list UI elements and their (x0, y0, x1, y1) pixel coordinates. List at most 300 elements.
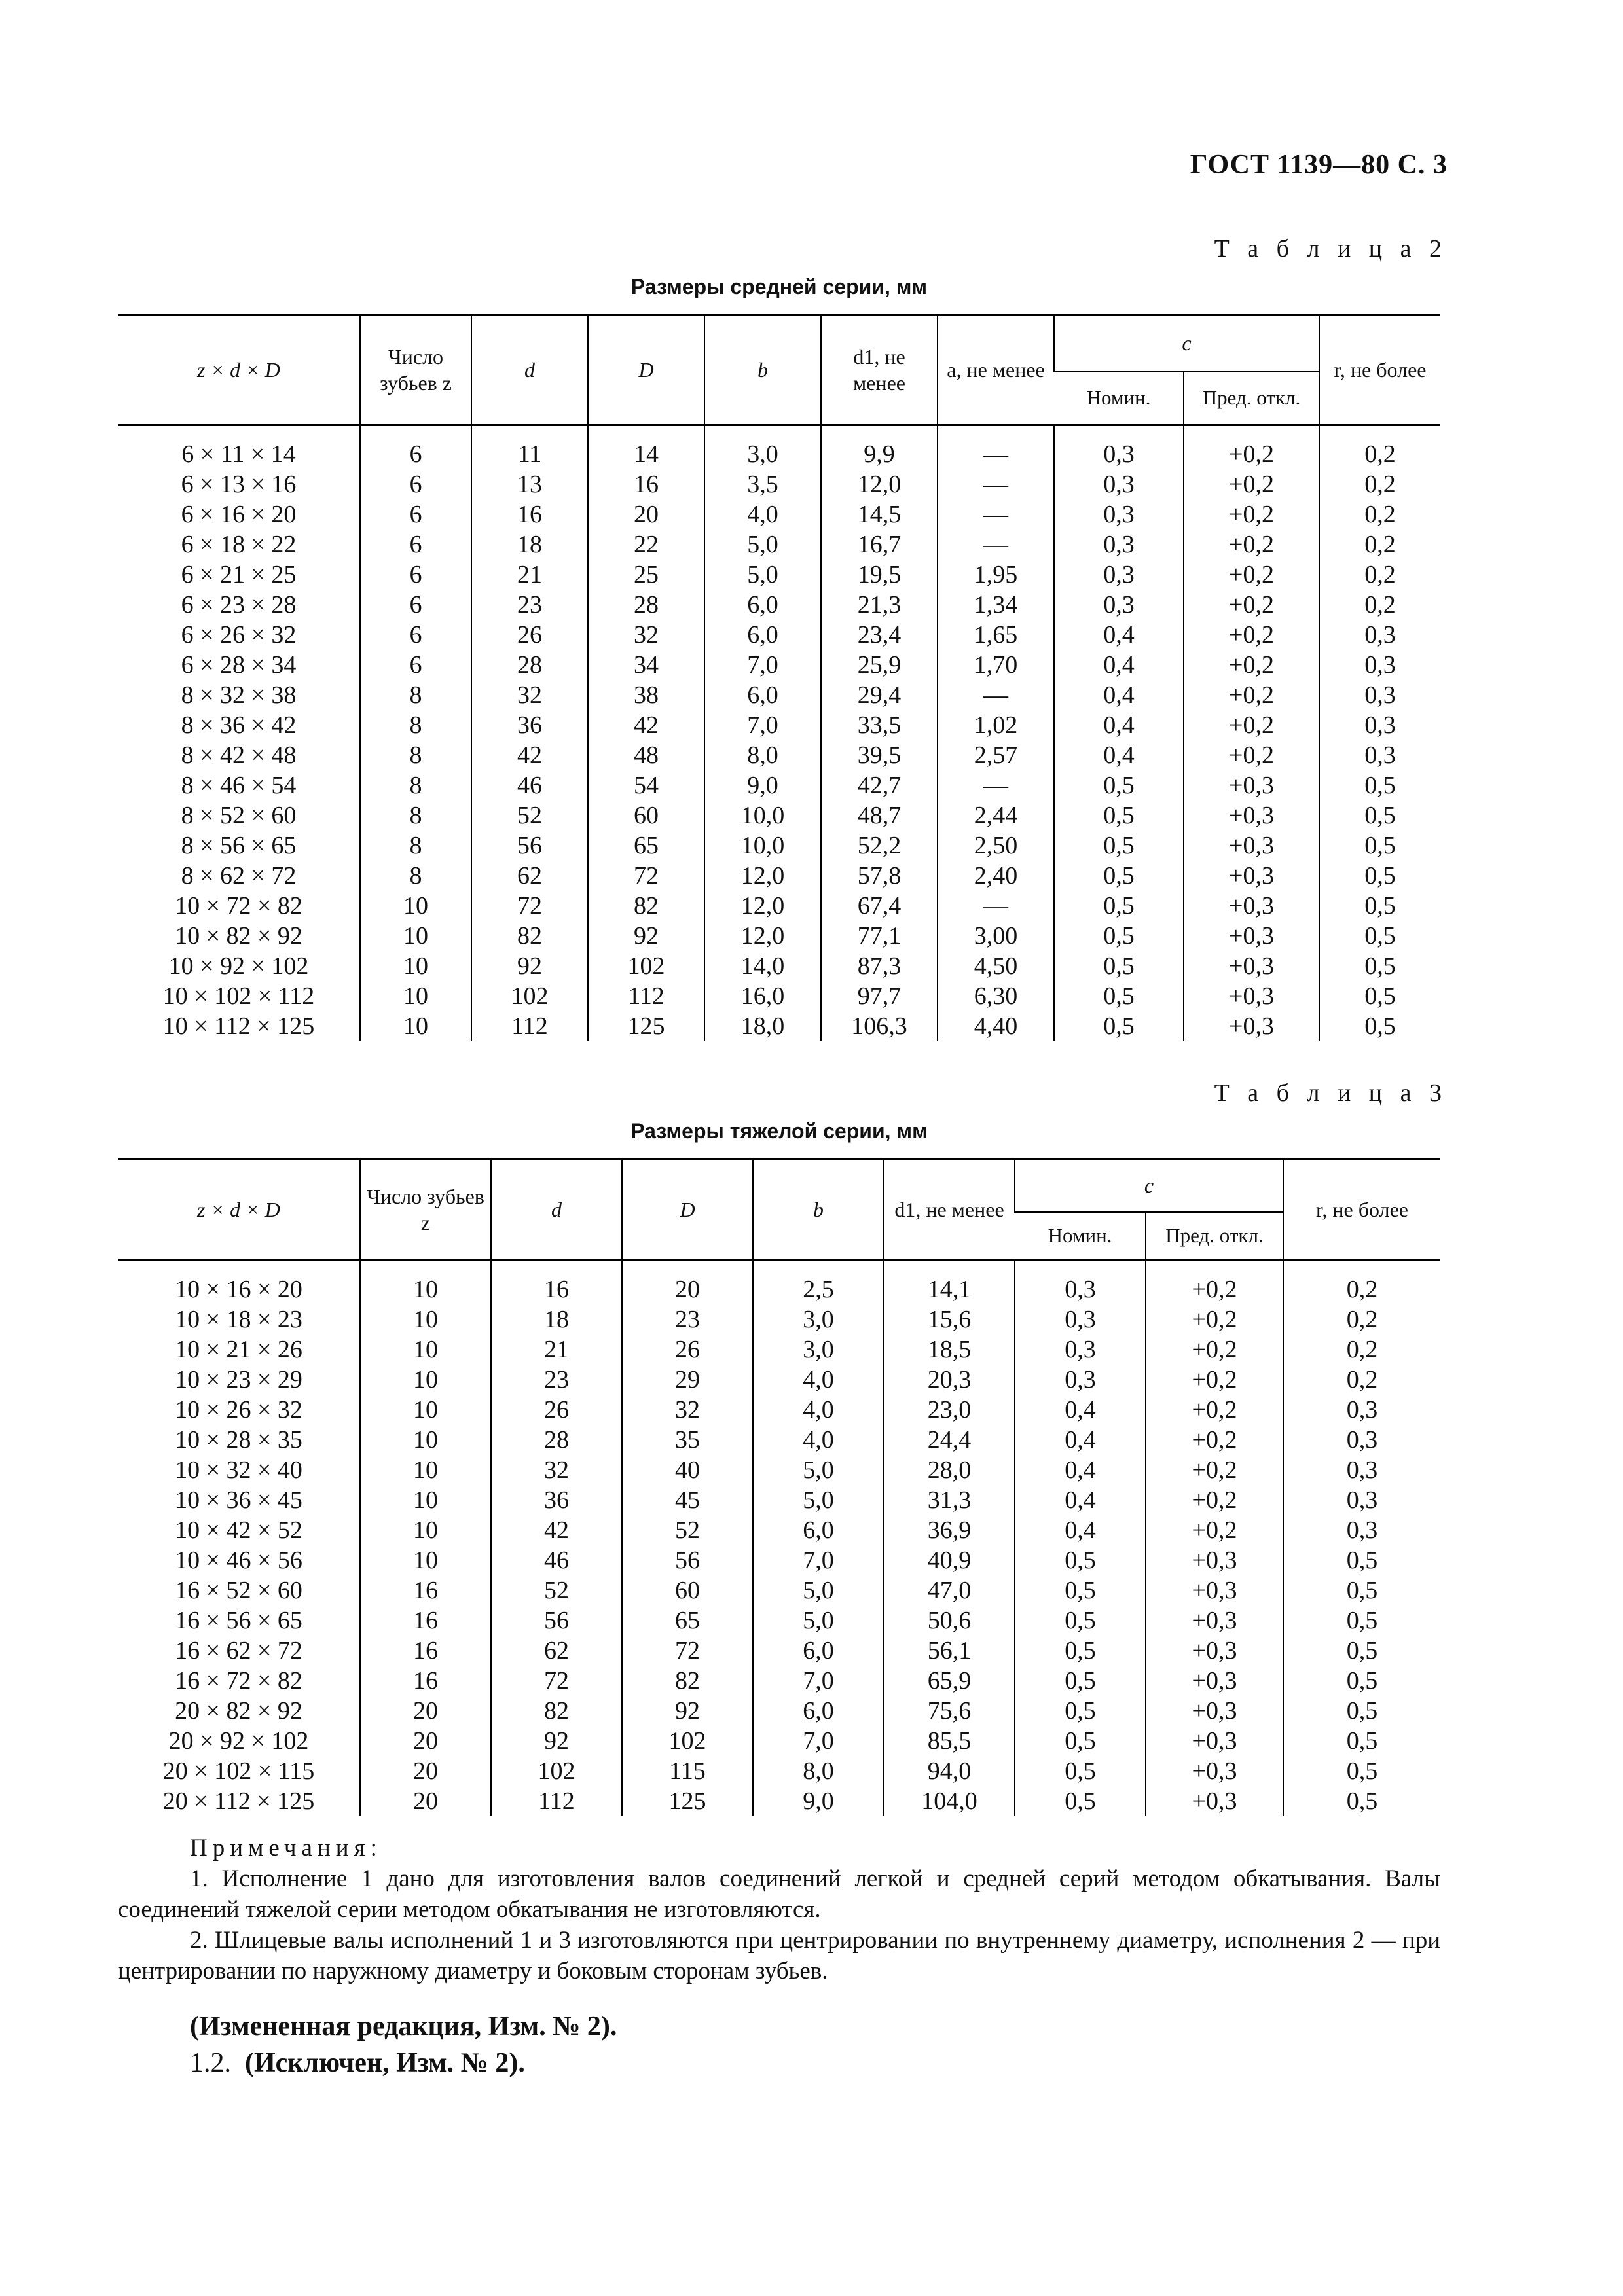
table-cell: +0,3 (1146, 1545, 1283, 1575)
table-cell: 62 (471, 861, 588, 891)
table-cell: 10 × 112 × 125 (162, 1013, 315, 1040)
table-cell: 10 (360, 921, 471, 951)
table-cell: 0,2 (1319, 590, 1440, 620)
table-cell: 0,3 (1015, 1365, 1146, 1395)
col-header-c-deviation: Пред. откл. (1184, 372, 1319, 425)
table-cell: +0,2 (1146, 1335, 1283, 1365)
table-cell: 106,3 (821, 1011, 938, 1041)
table-cell: 28 (491, 1425, 622, 1455)
table-cell: 0,5 (1283, 1575, 1440, 1605)
table-cell: +0,3 (1184, 921, 1319, 951)
table-cell: 52 (471, 800, 588, 831)
table-cell: 52 (622, 1515, 753, 1545)
table-cell: 0,2 (1319, 499, 1440, 529)
table-cell: +0,3 (1184, 891, 1319, 921)
table-cell: 46 (491, 1545, 622, 1575)
table-cell: 9,0 (753, 1786, 884, 1816)
note-item: 2. Шлицевые валы исполнений 1 и 3 изготовляются при центрировании по внутреннему диаметру, исполнения 2 — при центрировании по наружному диаметру и боковым сторонам зубьев. (118, 1927, 1440, 1984)
table-cell: 125 (588, 1011, 704, 1041)
table-2-label: Т а б л и ц а 2 (1214, 235, 1448, 262)
table-cell: 4,0 (753, 1425, 884, 1455)
table-row (118, 1756, 1440, 1786)
table-cell: 72 (588, 861, 704, 891)
table-cell: 0,4 (1015, 1455, 1146, 1485)
table-cell: 10 (360, 1011, 471, 1041)
table-row (118, 590, 1440, 620)
table-cell: 22 (588, 529, 704, 560)
table-cell: 23 (491, 1365, 622, 1395)
table-cell: 36 (471, 710, 588, 740)
table-row (118, 1261, 1440, 1305)
table-cell: 52 (491, 1575, 622, 1605)
table-cell: 9,9 (821, 425, 938, 470)
table-cell: 10 (360, 1335, 491, 1365)
table-cell: 0,5 (1319, 951, 1440, 981)
table-cell: 10 × 102 × 112 (162, 982, 315, 1010)
table-cell: +0,2 (1146, 1455, 1283, 1485)
table-cell: +0,3 (1146, 1726, 1283, 1756)
table-cell: 0,3 (1319, 650, 1440, 680)
table-cell: +0,2 (1184, 590, 1319, 620)
table-cell: 16 (360, 1575, 491, 1605)
table-cell: 28 (588, 590, 704, 620)
table-cell: 92 (471, 951, 588, 981)
table-cell: 92 (491, 1726, 622, 1756)
col-header-D: D (588, 315, 704, 425)
table-cell: 0,3 (1283, 1425, 1440, 1455)
table-cell: 0,2 (1319, 469, 1440, 499)
table-row (118, 469, 1440, 499)
table-cell: 0,5 (1319, 921, 1440, 951)
table-cell: 18,5 (884, 1335, 1015, 1365)
table-cell: 0,5 (1054, 770, 1184, 800)
table-cell: 8 × 56 × 65 (181, 832, 297, 859)
table-cell: 5,0 (704, 560, 821, 590)
table-cell: +0,3 (1184, 800, 1319, 831)
table-cell: 10 × 28 × 35 (175, 1426, 302, 1454)
table-row (118, 650, 1440, 680)
table-cell: 0,5 (1283, 1545, 1440, 1575)
table-cell: 115 (622, 1756, 753, 1786)
table-cell: — (938, 680, 1054, 710)
col-header-c-deviation: Пред. откл. (1146, 1212, 1283, 1261)
table-cell: +0,2 (1184, 425, 1319, 470)
table-cell: 20 × 112 × 125 (162, 1787, 315, 1815)
table-row (118, 951, 1440, 981)
table-2 (118, 314, 1440, 1041)
table-cell: 10 × 36 × 45 (175, 1486, 302, 1514)
table-cell: 0,5 (1283, 1605, 1440, 1636)
table-cell: 48 (588, 740, 704, 770)
table-3-title: Размеры тяжелой серии, мм (630, 1119, 928, 1143)
table-cell: 6,0 (704, 590, 821, 620)
table-cell: 6 × 11 × 14 (181, 440, 296, 468)
table-row (118, 1365, 1440, 1395)
table-cell: 65 (588, 831, 704, 861)
amendment-note: (Измененная редакция, Изм. № 2). (190, 2011, 617, 2041)
col-header-r: r, не более (1319, 315, 1440, 425)
table-cell: 56 (471, 831, 588, 861)
table-cell: 0,5 (1054, 1011, 1184, 1041)
table-row (118, 1485, 1440, 1515)
table-cell: +0,2 (1146, 1425, 1283, 1455)
table-cell: 6 (360, 560, 471, 590)
table-cell: 72 (622, 1636, 753, 1666)
table-cell: 6 × 26 × 32 (181, 621, 297, 649)
table-cell: 1,02 (938, 710, 1054, 740)
table-cell: 0,5 (1054, 800, 1184, 831)
table-cell: 85,5 (884, 1726, 1015, 1756)
table-cell: +0,3 (1184, 951, 1319, 981)
table-cell: 6 (360, 425, 471, 470)
clause-excluded-note: (Исключен, Изм. № 2). (245, 2048, 525, 2078)
table-cell: +0,3 (1146, 1666, 1283, 1696)
table-cell: 23,4 (821, 620, 938, 650)
table-cell: 6 × 23 × 28 (181, 591, 297, 619)
table-cell: 6 × 21 × 25 (181, 561, 297, 588)
col-header-d: d (491, 1160, 622, 1261)
table-cell: 82 (491, 1696, 622, 1726)
table-cell: +0,2 (1184, 710, 1319, 740)
table-cell: 0,4 (1015, 1515, 1146, 1545)
table-cell: 0,3 (1054, 469, 1184, 499)
table-cell: 8 (360, 740, 471, 770)
table-cell: +0,3 (1146, 1696, 1283, 1726)
table-cell: 0,3 (1054, 560, 1184, 590)
table-cell: 0,3 (1054, 499, 1184, 529)
table-cell: 0,4 (1015, 1485, 1146, 1515)
table-cell: 10 (360, 891, 471, 921)
table-cell: 15,6 (884, 1304, 1015, 1335)
table-cell: 36 (491, 1485, 622, 1515)
table-cell: 10 (360, 1455, 491, 1485)
table-cell: 26 (471, 620, 588, 650)
col-header-d1: d1, не менее (884, 1160, 1015, 1261)
col-header-D: D (622, 1160, 753, 1261)
clause-number: 1.2. (190, 2048, 231, 2078)
table-cell: 9,0 (704, 770, 821, 800)
table-cell: 54 (588, 770, 704, 800)
table-cell: 28,0 (884, 1455, 1015, 1485)
table-cell: +0,2 (1146, 1515, 1283, 1545)
table-cell: 8 (360, 680, 471, 710)
table-cell: 23 (471, 590, 588, 620)
table-cell: 77,1 (821, 921, 938, 951)
note-item: 1. Исполнение 1 дано для изготовления валов соединений легкой и средней серий методом обкатывания. Валы соединений тяжелой серии методом обкатывания не изготовляются. (118, 1865, 1440, 1923)
col-header-c: c (1054, 315, 1319, 372)
table-cell: 0,2 (1283, 1335, 1440, 1365)
table-cell: 24,4 (884, 1425, 1015, 1455)
table-cell: +0,3 (1146, 1786, 1283, 1816)
table-cell: 19,5 (821, 560, 938, 590)
table-cell: 56 (491, 1605, 622, 1636)
table-cell: +0,2 (1184, 650, 1319, 680)
table-cell: 8,0 (753, 1756, 884, 1786)
table-cell: +0,2 (1146, 1395, 1283, 1425)
table-cell: 0,5 (1054, 981, 1184, 1011)
table-2-title: Размеры средней серии, мм (630, 275, 928, 298)
col-header-teeth: Число зубьев z (360, 1160, 491, 1261)
table-cell: 102 (491, 1756, 622, 1786)
table-cell: 0,2 (1319, 529, 1440, 560)
table-cell: 0,3 (1283, 1485, 1440, 1515)
table-row (118, 740, 1440, 770)
table-cell: 50,6 (884, 1605, 1015, 1636)
table-cell: 0,5 (1283, 1696, 1440, 1726)
table-cell: 18 (471, 529, 588, 560)
table-row (118, 891, 1440, 921)
table-cell: — (938, 891, 1054, 921)
table-cell: 26 (622, 1335, 753, 1365)
table-cell: 42 (491, 1515, 622, 1545)
table-cell: — (938, 469, 1054, 499)
notes-heading: Примечания: (190, 1835, 382, 1861)
table-cell: 12,0 (821, 469, 938, 499)
table-cell: 0,5 (1283, 1786, 1440, 1816)
table-cell: 6,0 (753, 1636, 884, 1666)
table-cell: — (938, 529, 1054, 560)
notes (118, 1833, 1440, 1986)
table-cell: 4,40 (938, 1011, 1054, 1041)
table-cell: 0,3 (1319, 680, 1440, 710)
table-cell: 18 (491, 1304, 622, 1335)
table-cell: 0,3 (1054, 529, 1184, 560)
table-cell: 65 (622, 1605, 753, 1636)
table-cell: 6 (360, 529, 471, 560)
table-cell: 20 (588, 499, 704, 529)
table-cell: 10 (360, 1304, 491, 1335)
table-cell: 42 (588, 710, 704, 740)
table-row (118, 529, 1440, 560)
table-cell: 32 (491, 1455, 622, 1485)
table-cell: 33,5 (821, 710, 938, 740)
col-header-c-nominal: Номин. (1054, 372, 1184, 425)
table-cell: 7,0 (704, 650, 821, 680)
table-cell: 72 (491, 1666, 622, 1696)
table-row (118, 499, 1440, 529)
table-cell: 16,7 (821, 529, 938, 560)
table-cell: 60 (588, 800, 704, 831)
table-cell: 16 (588, 469, 704, 499)
table-cell: +0,2 (1146, 1485, 1283, 1515)
table-3 (118, 1158, 1440, 1816)
table-cell: 2,57 (938, 740, 1054, 770)
table-cell: 10 (360, 1545, 491, 1575)
table-row (118, 1726, 1440, 1756)
table-cell: 16 × 62 × 72 (175, 1637, 302, 1664)
table-cell: 94,0 (884, 1756, 1015, 1786)
table-cell: 6 (360, 469, 471, 499)
table-cell: 10 × 72 × 82 (175, 892, 302, 920)
table-cell: 36,9 (884, 1515, 1015, 1545)
table-cell: 16 (360, 1636, 491, 1666)
table-cell: 48,7 (821, 800, 938, 831)
table-cell: 3,0 (704, 425, 821, 470)
table-cell: 0,5 (1283, 1636, 1440, 1666)
table-cell: 32 (622, 1395, 753, 1425)
table-cell: 20 (360, 1756, 491, 1786)
table-cell: 0,5 (1015, 1756, 1146, 1786)
table-row (118, 425, 1440, 470)
table-cell: 4,0 (753, 1395, 884, 1425)
table-cell: 1,34 (938, 590, 1054, 620)
table-cell: +0,2 (1184, 680, 1319, 710)
table-cell: — (938, 770, 1054, 800)
table-row (118, 1335, 1440, 1365)
table-cell: 20 (360, 1726, 491, 1756)
table-row (118, 1696, 1440, 1726)
table-cell: 75,6 (884, 1696, 1015, 1726)
table-cell: 65,9 (884, 1666, 1015, 1696)
table-cell: 87,3 (821, 951, 938, 981)
table-cell: 23,0 (884, 1395, 1015, 1425)
table-3-body (118, 1261, 1440, 1817)
change-notes (190, 2008, 617, 2081)
table-cell: 112 (471, 1011, 588, 1041)
table-cell: 0,2 (1319, 560, 1440, 590)
table-cell: 10 (360, 981, 471, 1011)
table-cell: 2,44 (938, 800, 1054, 831)
table-cell: 0,3 (1015, 1261, 1146, 1305)
table-cell: — (938, 425, 1054, 470)
table-cell: 3,0 (753, 1335, 884, 1365)
table-row (118, 1395, 1440, 1425)
table-cell: 82 (471, 921, 588, 951)
table-row (118, 1605, 1440, 1636)
table-cell: 4,0 (753, 1365, 884, 1395)
table-cell: 32 (588, 620, 704, 650)
table-cell: 16 × 72 × 82 (175, 1667, 302, 1695)
table-cell: 0,5 (1054, 891, 1184, 921)
table-row (118, 831, 1440, 861)
table-cell: +0,3 (1184, 770, 1319, 800)
table-cell: 5,0 (753, 1485, 884, 1515)
table-cell: 6,0 (753, 1515, 884, 1545)
table-cell: 0,3 (1015, 1304, 1146, 1335)
table-cell: 34 (588, 650, 704, 680)
table-cell: +0,2 (1184, 560, 1319, 590)
table-row (118, 1545, 1440, 1575)
table-cell: 18,0 (704, 1011, 821, 1041)
table-cell: 25,9 (821, 650, 938, 680)
table-cell: 0,4 (1054, 740, 1184, 770)
col-header-d: d (471, 315, 588, 425)
table-cell: +0,2 (1146, 1365, 1283, 1395)
table-cell: +0,2 (1184, 620, 1319, 650)
table-row (118, 1425, 1440, 1455)
table-row (118, 680, 1440, 710)
table-cell: 0,4 (1015, 1395, 1146, 1425)
table-cell: 10 × 23 × 29 (175, 1366, 302, 1393)
table-cell: 7,0 (753, 1545, 884, 1575)
table-cell: 125 (622, 1786, 753, 1816)
table-cell: 60 (622, 1575, 753, 1605)
table-2-body (118, 425, 1440, 1042)
table-cell: 6 (360, 650, 471, 680)
table-cell: 10,0 (704, 831, 821, 861)
table-row (118, 1515, 1440, 1545)
table-cell: 4,0 (704, 499, 821, 529)
table-cell: 0,3 (1015, 1335, 1146, 1365)
table-cell: 31,3 (884, 1485, 1015, 1515)
table-cell: +0,2 (1184, 529, 1319, 560)
table-cell: +0,3 (1184, 1011, 1319, 1041)
table-cell: 8 (360, 710, 471, 740)
table-cell: 14,1 (884, 1261, 1015, 1305)
table-cell: 0,3 (1319, 620, 1440, 650)
table-cell: 16 (360, 1605, 491, 1636)
table-row (118, 1636, 1440, 1666)
table-cell: 3,0 (753, 1304, 884, 1335)
table-cell: 8 (360, 770, 471, 800)
table-cell: 0,5 (1319, 770, 1440, 800)
table-cell: 0,5 (1319, 891, 1440, 921)
table-cell: 62 (491, 1636, 622, 1666)
table-cell: 6 × 16 × 20 (181, 501, 297, 528)
table-row (118, 981, 1440, 1011)
table-row (118, 770, 1440, 800)
table-cell: 2,50 (938, 831, 1054, 861)
table-3-label: Т а б л и ц а 3 (1214, 1079, 1448, 1107)
table-cell: +0,2 (1146, 1261, 1283, 1305)
table-cell: 8,0 (704, 740, 821, 770)
table-cell: 0,5 (1283, 1666, 1440, 1696)
table-cell: 72 (471, 891, 588, 921)
table-cell: 12,0 (704, 861, 821, 891)
table-cell: 4,50 (938, 951, 1054, 981)
table-cell: 21 (491, 1335, 622, 1365)
table-cell: 20 × 82 × 92 (175, 1697, 302, 1725)
table-cell: 3,5 (704, 469, 821, 499)
table-cell: 0,5 (1054, 951, 1184, 981)
table-cell: +0,3 (1146, 1636, 1283, 1666)
table-row (118, 1786, 1440, 1816)
table-cell: 0,5 (1015, 1575, 1146, 1605)
table-cell: 0,3 (1283, 1515, 1440, 1545)
table-row (118, 1304, 1440, 1335)
table-cell: 8 × 32 × 38 (181, 681, 297, 709)
col-header-d1: d1, не менее (821, 315, 938, 425)
table-cell: +0,3 (1184, 981, 1319, 1011)
table-cell: 10 (360, 1261, 491, 1305)
table-cell: 6,0 (753, 1696, 884, 1726)
table-cell: +0,3 (1146, 1575, 1283, 1605)
table-row (118, 620, 1440, 650)
table-cell: 0,5 (1319, 861, 1440, 891)
table-cell: 10 × 32 × 40 (175, 1456, 302, 1484)
col-header-a: a, не менее (938, 315, 1054, 425)
table-cell: 97,7 (821, 981, 938, 1011)
table-cell: 10 × 26 × 32 (175, 1396, 302, 1424)
table-cell: 0,2 (1283, 1304, 1440, 1335)
table-cell: 102 (588, 951, 704, 981)
table-cell: 0,3 (1054, 590, 1184, 620)
table-cell: 12,0 (704, 891, 821, 921)
table-cell: 16 × 56 × 65 (175, 1607, 302, 1634)
table-cell: 10 × 42 × 52 (175, 1516, 302, 1544)
table-cell: +0,3 (1146, 1756, 1283, 1786)
table-cell: 10 × 21 × 26 (175, 1336, 302, 1363)
table-cell: 6 (360, 590, 471, 620)
table-cell: 3,00 (938, 921, 1054, 951)
table-cell: 42 (471, 740, 588, 770)
table-cell: 112 (491, 1786, 622, 1816)
table-cell: 10 × 82 × 92 (175, 922, 302, 950)
table-cell: 104,0 (884, 1786, 1015, 1816)
table-row (118, 1011, 1440, 1041)
table-cell: 21 (471, 560, 588, 590)
table-cell: 6,0 (704, 680, 821, 710)
